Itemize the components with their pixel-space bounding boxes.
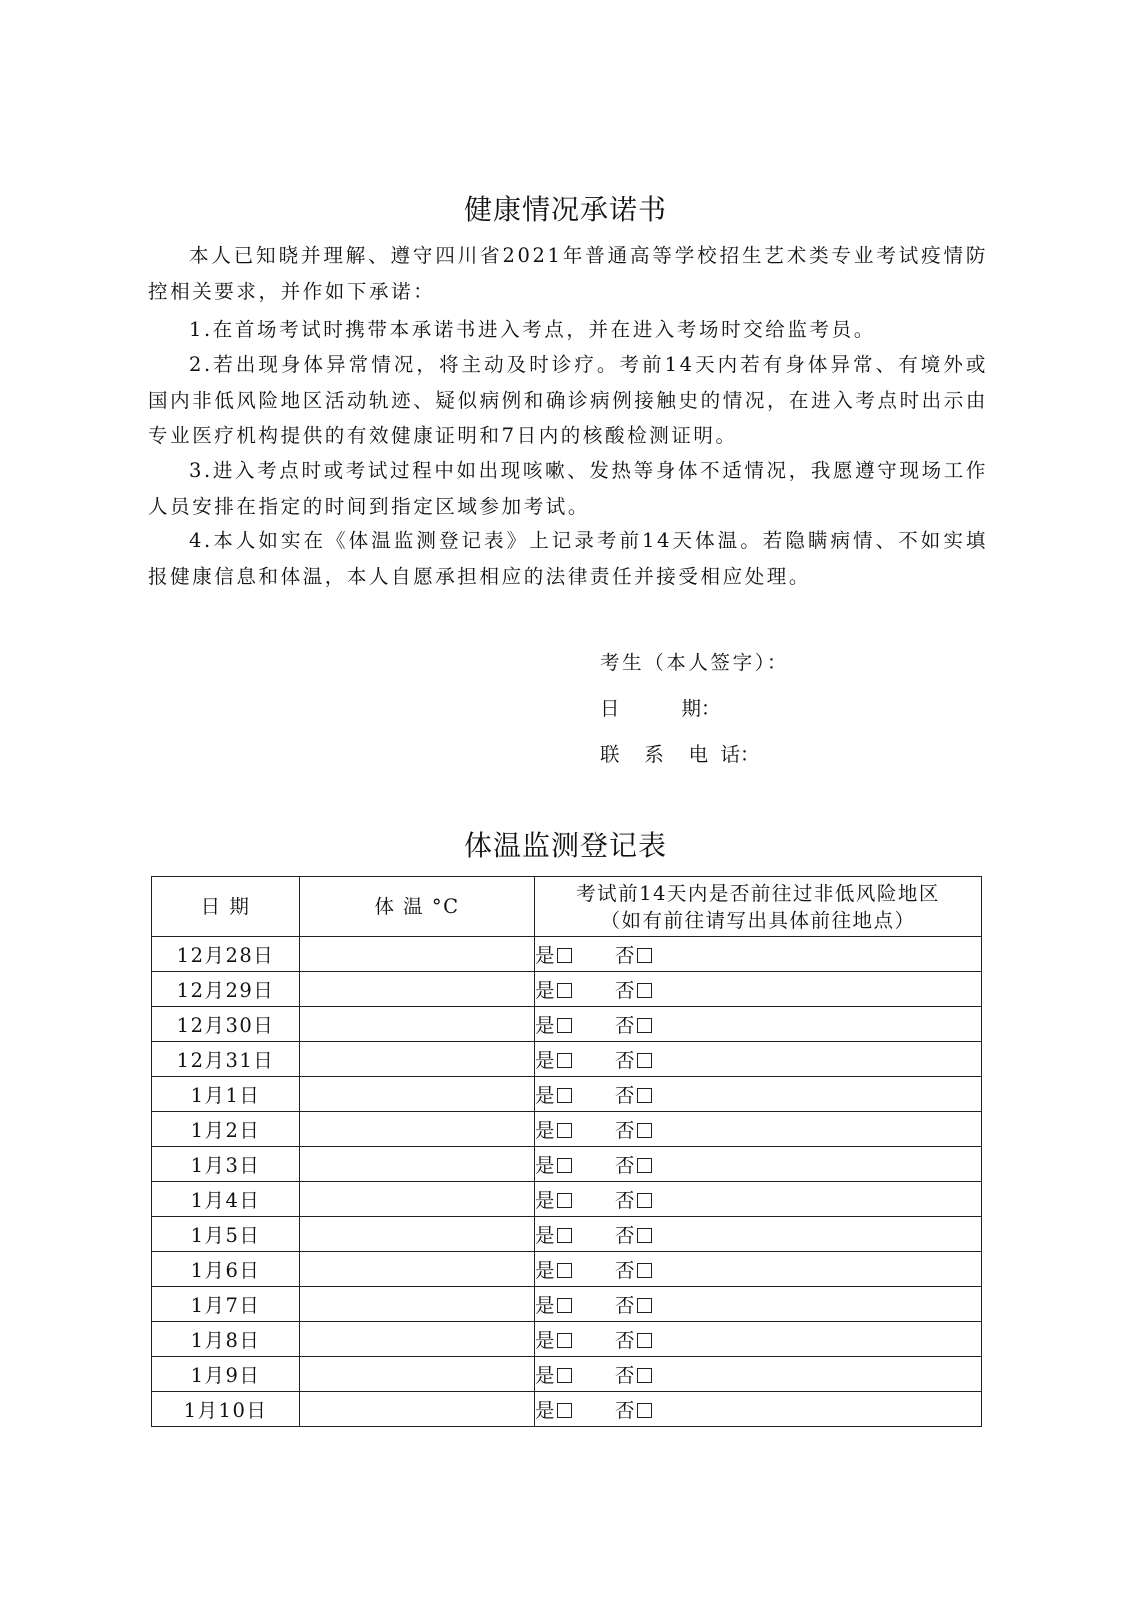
option-yes <box>535 940 615 968</box>
option-no-label: 否 <box>615 1224 637 1247</box>
row-travel-cell <box>535 1287 982 1322</box>
table-row <box>152 1007 982 1042</box>
checkbox-yes[interactable] <box>557 948 572 963</box>
row-temperature-cell[interactable] <box>300 1357 535 1392</box>
row-date: 12月29日 <box>152 972 300 1007</box>
table-row <box>152 1357 982 1392</box>
option-no-label: 否 <box>615 1014 637 1037</box>
option-yes <box>535 1360 615 1388</box>
option-no <box>615 1185 652 1213</box>
table-row <box>152 972 982 1007</box>
option-yes <box>535 1080 615 1108</box>
option-no <box>615 1115 652 1143</box>
table-row <box>152 1322 982 1357</box>
option-yes-label: 是 <box>535 1189 557 1212</box>
header-date: 日 期 <box>152 877 300 937</box>
option-no <box>615 1045 652 1073</box>
option-no-label: 否 <box>615 1049 637 1072</box>
option-yes <box>535 1255 615 1283</box>
table-row <box>152 1182 982 1217</box>
option-yes-label: 是 <box>535 1014 557 1037</box>
pledge-item-4: 4.本人如实在《体温监测登记表》上记录考前14天体温。若隐瞒病情、不如实填报健康信息和体温，本人自愿承担相应的法律责任并接受相应处理。 <box>148 529 988 588</box>
row-temperature-cell[interactable] <box>300 1217 535 1252</box>
option-yes-label: 是 <box>535 1364 557 1387</box>
header-travel-line1: 考试前14天内是否前往过非低风险地区 <box>576 881 940 905</box>
option-yes-label: 是 <box>535 1294 557 1317</box>
signature-date-label: 日 期： <box>600 697 721 720</box>
checkbox-yes[interactable] <box>557 1053 572 1068</box>
row-temperature-cell[interactable] <box>300 1392 535 1427</box>
table-row <box>152 1252 982 1287</box>
option-yes <box>535 1220 615 1248</box>
row-temperature-cell[interactable] <box>300 1287 535 1322</box>
checkbox-yes[interactable] <box>557 1263 572 1278</box>
row-travel-cell <box>535 1322 982 1357</box>
option-yes-label: 是 <box>535 1224 557 1247</box>
option-no-label: 否 <box>615 944 637 967</box>
table-row <box>152 1217 982 1252</box>
checkbox-yes[interactable] <box>557 1403 572 1418</box>
row-date: 12月30日 <box>152 1007 300 1042</box>
row-temperature-cell[interactable] <box>300 937 535 972</box>
option-yes-label: 是 <box>535 944 557 967</box>
row-date: 1月1日 <box>152 1077 300 1112</box>
table-row <box>152 1147 982 1182</box>
pledge-item-1: 1.在首场考试时携带本承诺书进入考点，并在进入考场时交给监考员。 <box>189 318 876 341</box>
pledge-title: 健康情况承诺书 <box>463 193 667 226</box>
option-no-label: 否 <box>615 1364 637 1387</box>
row-date: 1月7日 <box>152 1287 300 1322</box>
option-yes <box>535 1010 615 1038</box>
option-yes <box>535 1325 615 1353</box>
row-travel-cell <box>535 1077 982 1112</box>
option-no <box>615 1150 652 1178</box>
row-temperature-cell[interactable] <box>300 1322 535 1357</box>
checkbox-no[interactable] <box>637 1158 652 1173</box>
signature-name-label: 考生（本人签字）： <box>600 651 790 674</box>
option-no <box>615 1290 652 1318</box>
pledge-item-3: 3.进入考点时或考试过程中如出现咳嗽、发热等身体不适情况，我愿遵守现场工作人员安排在指定的时间到指定区域参加考试。 <box>148 459 988 518</box>
table-body <box>152 937 982 1427</box>
checkbox-yes[interactable] <box>557 1018 572 1033</box>
checkbox-no[interactable] <box>637 1228 652 1243</box>
option-no-label: 否 <box>615 979 637 1002</box>
checkbox-no[interactable] <box>637 1193 652 1208</box>
option-no-label: 否 <box>615 1294 637 1317</box>
row-date: 1月6日 <box>152 1252 300 1287</box>
table-row <box>152 1287 982 1322</box>
pledge-intro: 本人已知晓并理解、遵守四川省2021年普通高等学校招生艺术类专业考试疫情防控相关要求，并作如下承诺： <box>148 244 988 303</box>
checkbox-yes[interactable] <box>557 1368 572 1383</box>
checkbox-no[interactable] <box>637 1263 652 1278</box>
row-travel-cell <box>535 1182 982 1217</box>
row-temperature-cell[interactable] <box>300 1112 535 1147</box>
row-date: 1月5日 <box>152 1217 300 1252</box>
option-yes <box>535 975 615 1003</box>
row-temperature-cell[interactable] <box>300 1147 535 1182</box>
checkbox-no[interactable] <box>637 1368 652 1383</box>
table-row <box>152 1112 982 1147</box>
option-yes <box>535 1115 615 1143</box>
option-no-label: 否 <box>615 1189 637 1212</box>
table-header-row <box>152 877 982 937</box>
checkbox-yes[interactable] <box>557 1228 572 1243</box>
checkbox-yes[interactable] <box>557 1123 572 1138</box>
table-row <box>152 1392 982 1427</box>
table-row <box>152 937 982 972</box>
option-no <box>615 1255 652 1283</box>
checkbox-no[interactable] <box>637 1403 652 1418</box>
option-no <box>615 1220 652 1248</box>
row-temperature-cell[interactable] <box>300 1077 535 1112</box>
row-travel-cell <box>535 1112 982 1147</box>
option-no-label: 否 <box>615 1329 637 1352</box>
row-temperature-cell[interactable] <box>300 1182 535 1217</box>
checkbox-no[interactable] <box>637 948 652 963</box>
row-travel-cell <box>535 1357 982 1392</box>
checkbox-yes[interactable] <box>557 1298 572 1313</box>
checkbox-yes[interactable] <box>557 1333 572 1348</box>
option-yes-label: 是 <box>535 1084 557 1107</box>
header-temperature: 体 温 °C <box>300 877 535 937</box>
option-no-label: 否 <box>615 1084 637 1107</box>
option-no <box>615 1325 652 1353</box>
checkbox-no[interactable] <box>637 1088 652 1103</box>
row-date: 1月10日 <box>152 1392 300 1427</box>
option-yes-label: 是 <box>535 1329 557 1352</box>
row-temperature-cell[interactable] <box>300 972 535 1007</box>
checkbox-no[interactable] <box>637 1018 652 1033</box>
row-travel-cell <box>535 1007 982 1042</box>
option-yes-label: 是 <box>535 1399 557 1422</box>
row-travel-cell <box>535 972 982 1007</box>
option-yes-label: 是 <box>535 1049 557 1072</box>
row-temperature-cell[interactable] <box>300 1252 535 1287</box>
checkbox-yes[interactable] <box>557 1088 572 1103</box>
row-travel-cell <box>535 937 982 972</box>
checkbox-no[interactable] <box>637 1123 652 1138</box>
option-no-label: 否 <box>615 1399 637 1422</box>
row-travel-cell <box>535 1147 982 1182</box>
option-yes <box>535 1045 615 1073</box>
checkbox-yes[interactable] <box>557 983 572 998</box>
checkbox-no[interactable] <box>637 983 652 998</box>
row-date: 12月31日 <box>152 1042 300 1077</box>
table-row <box>152 1077 982 1112</box>
row-date: 1月9日 <box>152 1357 300 1392</box>
option-yes <box>535 1290 615 1318</box>
row-date: 12月28日 <box>152 937 300 972</box>
header-travel <box>535 877 982 937</box>
option-no-label: 否 <box>615 1154 637 1177</box>
checkbox-yes[interactable] <box>557 1193 572 1208</box>
option-yes-label: 是 <box>535 979 557 1002</box>
row-travel-cell <box>535 1252 982 1287</box>
option-no <box>615 940 652 968</box>
signature-phone-label: 联 系 电 话： <box>600 743 760 766</box>
option-yes-label: 是 <box>535 1154 557 1177</box>
checkbox-no[interactable] <box>637 1333 652 1348</box>
row-date: 1月8日 <box>152 1322 300 1357</box>
option-yes <box>535 1185 615 1213</box>
register-title: 体温监测登记表 <box>463 829 667 862</box>
option-no <box>615 1360 652 1388</box>
row-travel-cell <box>535 1392 982 1427</box>
option-no-label: 否 <box>615 1119 637 1142</box>
row-travel-cell <box>535 1042 982 1077</box>
option-yes-label: 是 <box>535 1259 557 1282</box>
option-yes-label: 是 <box>535 1119 557 1142</box>
table-row <box>152 1042 982 1077</box>
checkbox-no[interactable] <box>637 1298 652 1313</box>
option-no <box>615 975 652 1003</box>
option-no <box>615 1395 652 1423</box>
option-no-label: 否 <box>615 1259 637 1282</box>
temperature-register-table <box>151 876 982 1427</box>
option-yes <box>535 1395 615 1423</box>
row-date: 1月3日 <box>152 1147 300 1182</box>
option-no <box>615 1010 652 1038</box>
option-yes <box>535 1150 615 1178</box>
row-travel-cell <box>535 1217 982 1252</box>
pledge-item-2: 2.若出现身体异常情况，将主动及时诊疗。考前14天内若有身体异常、有境外或国内非低风险地区活动轨迹、疑似病例和确诊病例接触史的情况，在进入考点时出示由专业医疗机构提供的有效健康证明和7日内的核酸检测证明。 <box>148 353 988 447</box>
checkbox-no[interactable] <box>637 1053 652 1068</box>
row-date: 1月4日 <box>152 1182 300 1217</box>
checkbox-yes[interactable] <box>557 1158 572 1173</box>
row-temperature-cell[interactable] <box>300 1042 535 1077</box>
header-travel-line2: （如有前往请写出具体前往地点） <box>600 908 916 932</box>
row-date: 1月2日 <box>152 1112 300 1147</box>
row-temperature-cell[interactable] <box>300 1007 535 1042</box>
option-no <box>615 1080 652 1108</box>
